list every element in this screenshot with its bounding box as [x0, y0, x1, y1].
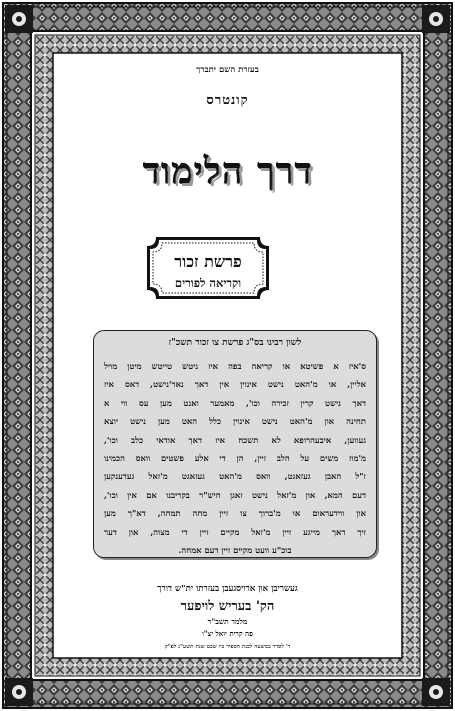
date-line: ר' לסדר במשעה לבנת הספיר ביו שבט שנת תשע"ג לפ"ק	[164, 644, 291, 650]
quote-body	[104, 357, 366, 559]
quote-line: ס'איז א פשיטא או קריאה בפה איז ניטש טייטש מיטן מויל	[104, 361, 366, 371]
location: פה קרית יואל יצ"ו	[202, 629, 253, 638]
booklet-label: קונטרס	[206, 93, 249, 108]
quote-line: תחינה און מ'האט נישט אינוין כלל האט מען נישט יוצא	[104, 416, 366, 427]
quote-line: דעם המא, און מ'זאל נישט זאגן חיש"ר בקריבנו אם אין וכו',	[104, 489, 366, 500]
parsha-subtitle: וקריאה לפורים	[174, 276, 242, 290]
quote-line: דאך נישט קרין זכירה וכו', מאמער ואנט מען עס ווי א	[104, 397, 366, 408]
parsha-title: פרשת זכור	[174, 252, 242, 271]
quote-line: געווען, איבעהרופא לא תשכח איז דאך אודאי כלב וכו',	[104, 434, 366, 445]
publisher-line: געשריבן און ארויסגעבן בעזרתו ית"ש דורך	[157, 584, 298, 594]
quote-heading: לשון רבינו בס"ג פרשת צו זכור תשכ"ז	[168, 338, 302, 348]
quote-line: זיך דאך מייגע זיין מ'זאל מקיים זיין די מצוה, און דער	[104, 526, 366, 537]
blessing-header: בעזרת השם יתברך	[196, 65, 259, 75]
quote-line: ז"ל האבן געזאגט, וואס מ'האט געזאגט מ'זאל געדענקען	[104, 471, 366, 482]
main-title: דרך הלימוד	[142, 150, 313, 192]
author-title: מלמד תשב"ר	[207, 617, 248, 626]
quote-line: און ווידעראום או מ'ברוך צו זיין מחה תמחה, דא"ך מען	[104, 508, 366, 519]
quote-box	[93, 330, 377, 558]
quote-line: אליין, או מ'האט נישט אינוין אין דאך נאר'נישט, דאס איז	[104, 379, 366, 390]
quote-line: מ'מוז משים על הלב זיין, הן די אלע פשטים וואס הכמינו	[104, 452, 366, 463]
quote-line: בוכ"ע וועט מקיים זיין דעם אמחה.	[178, 544, 292, 555]
cover-content	[57, 56, 398, 655]
author-name: הק' בעריש לויפער	[180, 599, 275, 614]
